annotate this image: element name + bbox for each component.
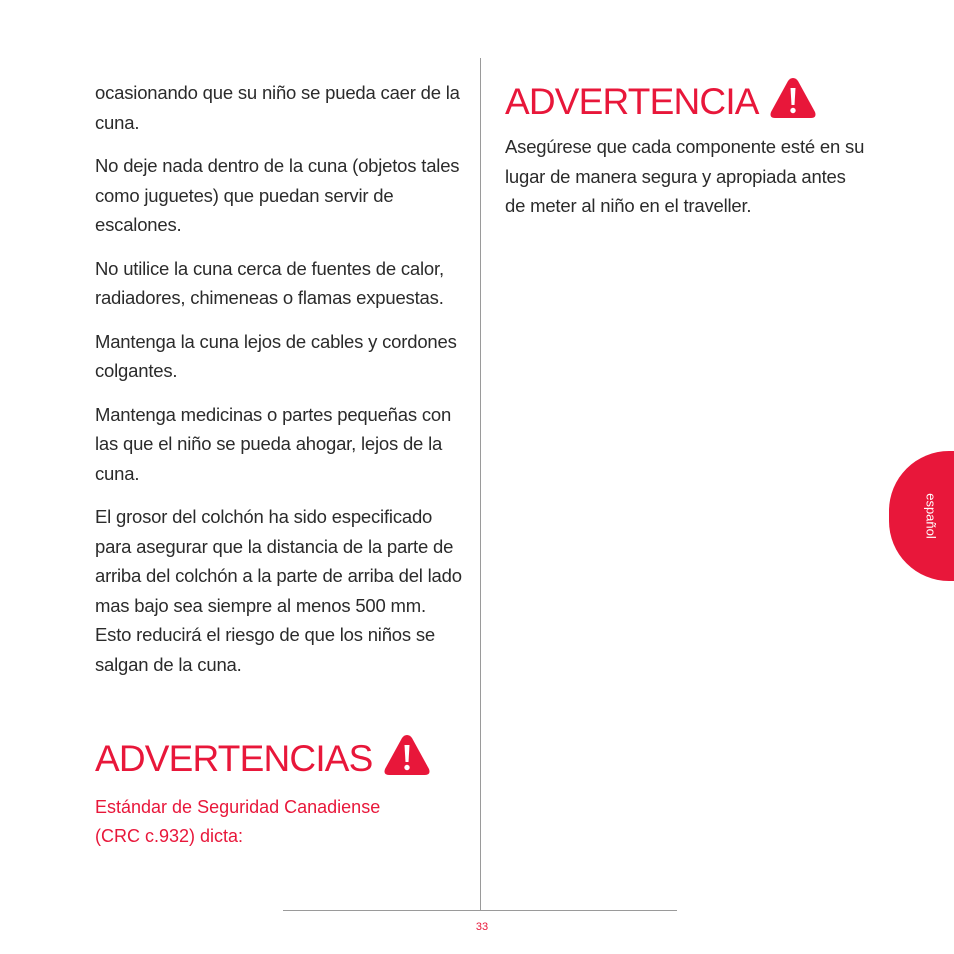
footer-rule	[283, 910, 677, 911]
left-column	[95, 78, 467, 693]
warning-triangle-icon	[769, 76, 817, 128]
right-column	[505, 76, 865, 221]
warning-heading	[505, 76, 865, 128]
paragraph: Mantenga medicinas o partes pequeñas con las que el niño se pueda ahogar, lejos de la cuna.	[95, 403, 452, 484]
column-divider	[480, 58, 481, 910]
warning-title: ADVERTENCIA	[505, 81, 759, 122]
warnings-heading	[95, 733, 435, 785]
warnings-subtitle-line: Estándar de Seguridad Canadiense	[95, 797, 381, 817]
language-tab	[889, 451, 954, 581]
warnings-subtitle	[95, 793, 435, 851]
warnings-section	[95, 733, 435, 851]
warning-body: Asegúrese que cada componente esté en su lugar de manera segura y apropiada antes de meter al niño en el traveller.	[505, 136, 865, 216]
page-number: 33	[475, 921, 489, 933]
language-tab-label: español	[923, 493, 939, 539]
paragraph: No utilice la cuna cerca de fuentes de calor, radiadores, chimeneas o flamas expuestas.	[95, 257, 444, 308]
warnings-title: ADVERTENCIAS	[95, 738, 373, 779]
warning-triangle-icon	[383, 733, 431, 785]
warnings-subtitle-line: (CRC c.932) dicta:	[95, 826, 244, 846]
paragraph: ocasionando que su niño se pueda caer de la cuna.	[95, 82, 460, 133]
paragraph: El grosor del colchón ha sido especificado para asegurar que la distancia de la parte de arriba del colchón a la parte de arriba del lado mas bajo sea siempre al menos 500 mm. Esto reducirá el riesgo de que los niños se salgan de la cuna.	[95, 506, 462, 675]
paragraph: Mantenga la cuna lejos de cables y cordones colgantes.	[95, 330, 457, 381]
paragraph: No deje nada dentro de la cuna (objetos tales como juguetes) que puedan servir de escalones.	[95, 155, 460, 235]
